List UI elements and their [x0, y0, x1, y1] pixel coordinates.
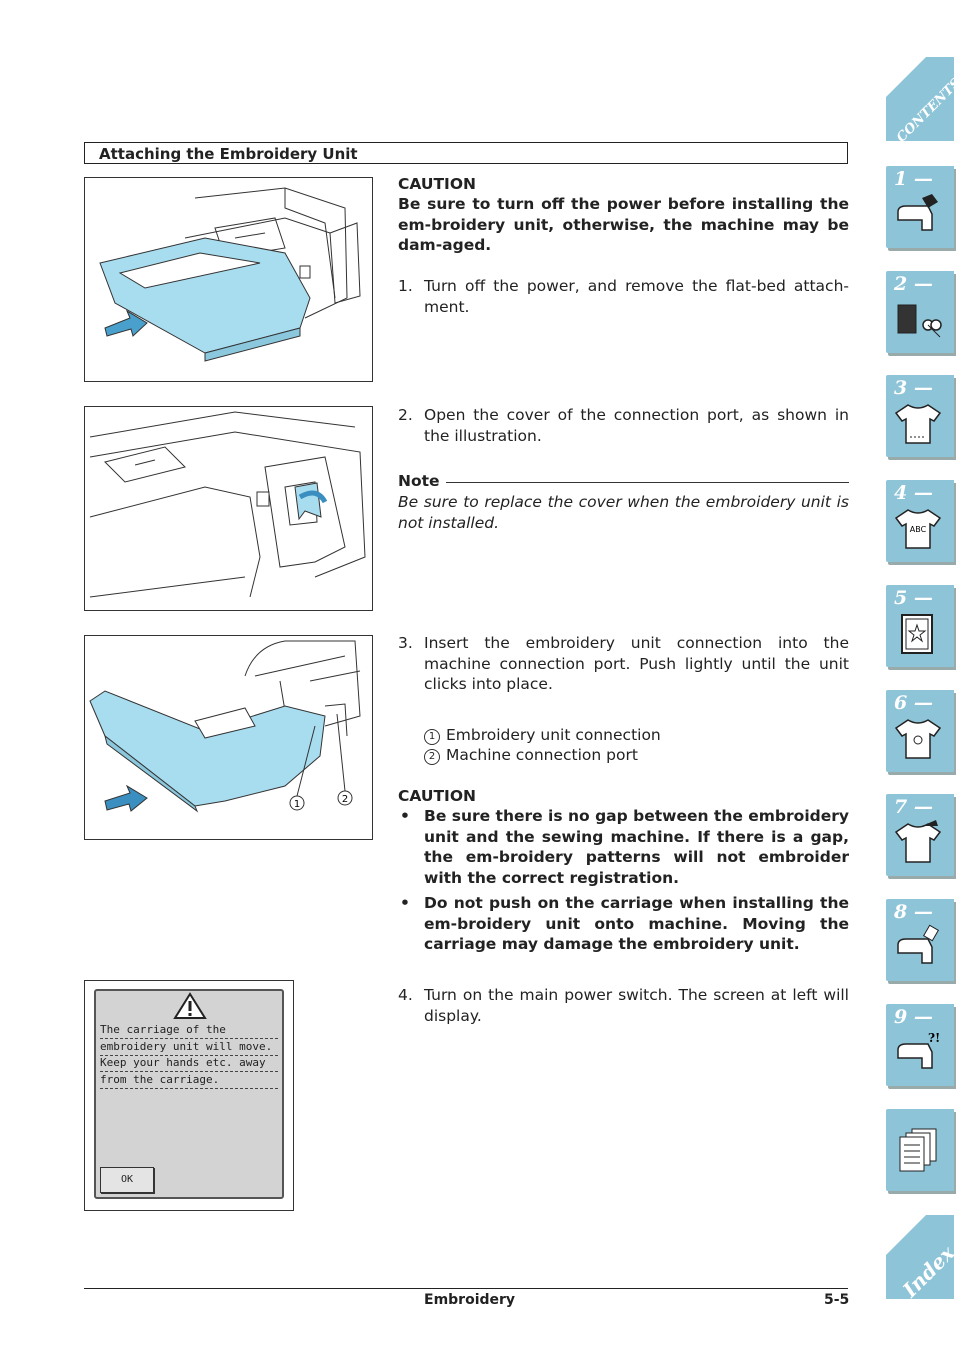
tab4-icon-text: ABC — [909, 525, 927, 534]
chapter-6-label: 6 — — [894, 692, 933, 714]
troubleshooting-icon — [892, 1028, 944, 1078]
shirt-icon — [892, 399, 944, 449]
sidebar-chapter-3-tab[interactable] — [886, 375, 954, 457]
bullet-dot: • — [400, 894, 410, 912]
lcd-line-1: The carriage of the — [100, 1022, 278, 1039]
sidebar-chapter-6-tab[interactable] — [886, 690, 954, 772]
shirt-edit-icon — [892, 818, 944, 868]
step-3-number: 3. — [398, 634, 413, 652]
step-4-text: Turn on the main power switch. The screen at left will display. — [424, 986, 849, 1025]
caution1-text: Be sure to turn off the power before installing the em-broidery unit, otherwise, the machine may be dam-aged. — [398, 195, 849, 254]
shirt-abc-icon — [892, 504, 944, 554]
note-text: Be sure to replace the cover when the embroidery unit is not installed. — [398, 493, 849, 532]
chapter-4-label: 4 — — [894, 482, 933, 504]
part-2-number: 2 — [424, 749, 440, 765]
machine-maintenance-icon — [892, 923, 944, 973]
document-pages-icon — [892, 1125, 944, 1175]
caution2-bullet-2 — [398, 893, 849, 955]
figure-connection-port — [84, 406, 373, 611]
step-3-text: Insert the embroidery unit connection into the machine connection port. Push lightly until the unit clicks into place. — [424, 634, 849, 693]
caution2-bullet-1-text: Be sure there is no gap between the embroidery unit and the sewing machine. If there is a gap, the em-broidery patterns will not embroider with the correct registration. — [424, 807, 849, 887]
chapter-3-label: 3 — — [894, 377, 933, 399]
sidebar-chapter-8-tab[interactable] — [886, 899, 954, 981]
index-label: Index — [898, 1240, 960, 1302]
part-1-text: Embroidery unit connection — [446, 726, 661, 744]
lcd-line-3: Keep your hands etc. away — [100, 1055, 278, 1072]
caution1-heading: CAUTION — [398, 175, 476, 193]
part-2 — [424, 745, 849, 766]
sidebar-chapter-4-tab[interactable] — [886, 480, 954, 562]
step-2-text: Open the cover of the connection port, as shown in the illustration. — [424, 406, 849, 445]
note-heading: Note — [398, 472, 446, 490]
step-1-number: 1. — [398, 277, 413, 295]
footer-title: Embroidery — [424, 1292, 516, 1308]
part-1-number: 1 — [424, 729, 440, 745]
chapter-1-label: 1 — — [894, 168, 933, 190]
contents-label: CONTENTS — [894, 75, 964, 146]
step-1-text: Turn off the power, and remove the flat-bed attach-ment. — [424, 277, 849, 316]
sidebar-chapter-1-tab[interactable] — [886, 166, 954, 248]
lcd-line-2: embroidery unit will move. — [100, 1039, 278, 1056]
bullet-dot: • — [400, 807, 410, 825]
thread-scissors-icon — [892, 295, 944, 345]
figure-embroidery-unit — [84, 177, 373, 382]
step-4 — [398, 985, 849, 1026]
step-4-number: 4. — [398, 986, 413, 1004]
sidebar-chapter-5-tab[interactable] — [886, 585, 954, 667]
hoop-star-icon — [892, 609, 944, 659]
footer-page-number: 5-5 — [824, 1292, 850, 1308]
figure3-callout-1: 1 — [293, 799, 301, 810]
step-1 — [398, 276, 849, 317]
tab9-icon-text: ?! — [928, 1031, 941, 1045]
sidebar-pages-tab[interactable] — [886, 1109, 954, 1191]
step-2 — [398, 405, 849, 446]
chapter-2-label: 2 — — [894, 273, 933, 295]
sidebar-chapter-2-tab[interactable] — [886, 271, 954, 353]
figure3-callout-2: 2 — [341, 794, 349, 805]
sidebar-chapter-9-tab[interactable] — [886, 1004, 954, 1086]
step-3 — [398, 633, 849, 695]
lcd-line-4: from the carriage. — [100, 1072, 278, 1089]
figure-inserting-unit — [84, 635, 373, 840]
step-2-number: 2. — [398, 406, 413, 424]
caution2-bullet-1 — [398, 806, 849, 888]
sidebar-chapter-7-tab[interactable] — [886, 794, 954, 876]
section-header-box — [84, 142, 848, 164]
caution2-heading: CAUTION — [398, 787, 476, 805]
sidebar-contents-tab[interactable] — [886, 57, 964, 146]
warning-icon — [173, 992, 207, 1020]
shirt-design-icon — [892, 714, 944, 764]
part-1 — [424, 725, 849, 746]
chapter-5-label: 5 — — [894, 587, 933, 609]
footer-rule — [84, 1288, 848, 1289]
chapter-7-label: 7 — — [894, 796, 933, 818]
chapter-9-label: 9 — — [894, 1006, 933, 1028]
part-2-text: Machine connection port — [446, 746, 638, 764]
sidebar-index-tab[interactable] — [886, 1215, 960, 1302]
tab-corner — [886, 57, 926, 97]
section-title: Attaching the Embroidery Unit — [99, 145, 358, 163]
sewing-machine-icon — [892, 190, 944, 240]
note-header — [398, 471, 849, 491]
tab-corner — [886, 1215, 926, 1255]
caution2-bullet-2-text: Do not push on the carriage when installing the em-broidery unit onto machine. Moving the carriage may damage the embroidery unit. — [424, 894, 849, 953]
lcd-ok-button[interactable]: OK — [100, 1167, 154, 1193]
note-rule — [398, 482, 849, 483]
chapter-8-label: 8 — — [894, 901, 933, 923]
